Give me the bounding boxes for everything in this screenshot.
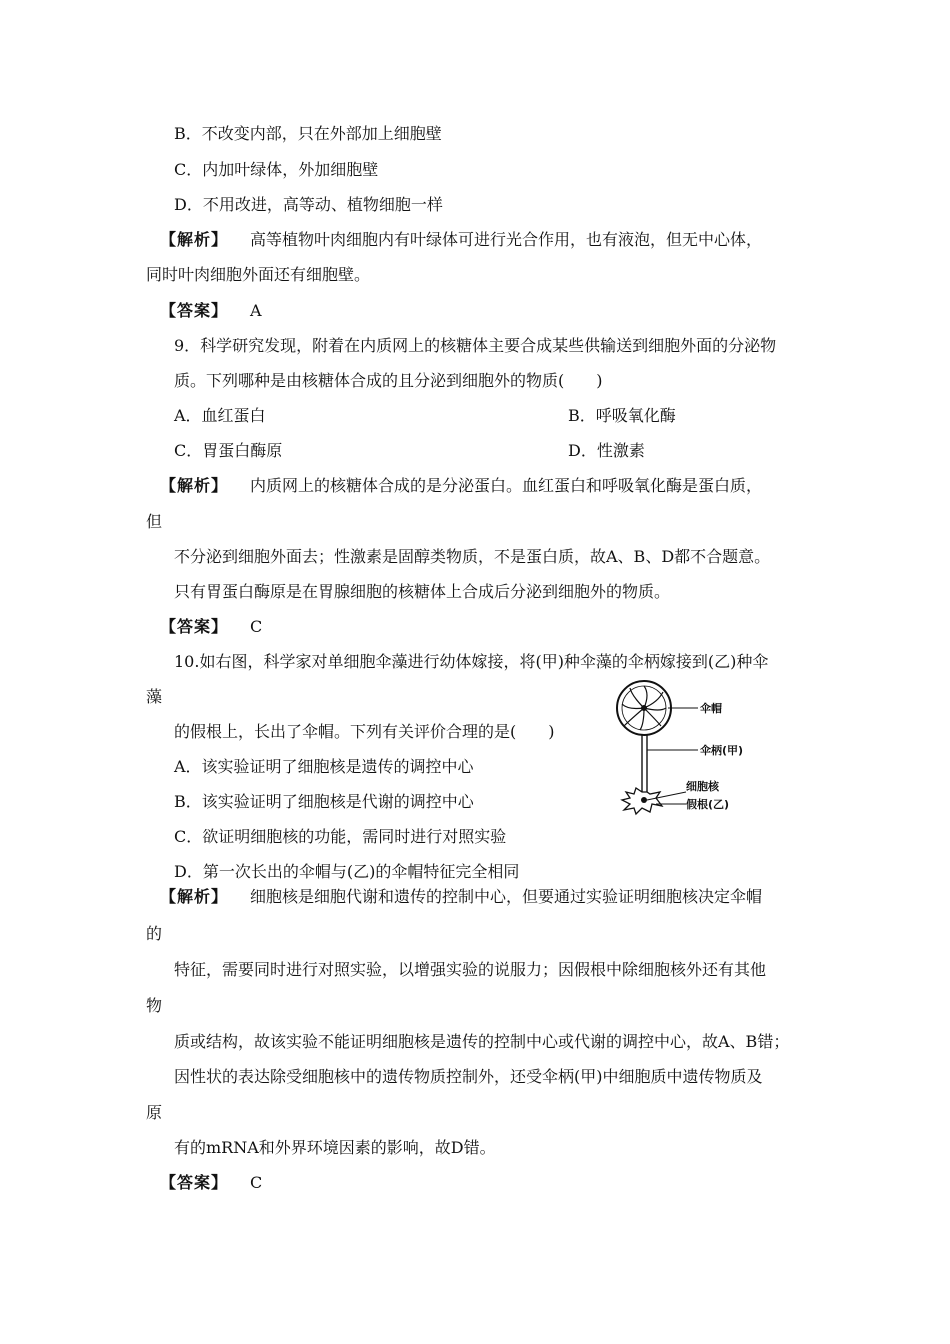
q10-option-a: A．该实验证明了细胞核是遗传的调控中心 [174,757,474,776]
q9-analysis-text-1: 内质网上的核糖体合成的是分泌蛋白。血红蛋白和呼吸氧化酶是蛋白质， [250,476,763,495]
q10-analysis-line-1 [160,886,762,908]
q8-option-b: B．不改变内部，只在外部加上细胞壁 [174,124,442,143]
q10-analysis-text-1: 细胞核是细胞代谢和遗传的控制中心，但要通过实验证明细胞核决定伞帽 [250,887,763,906]
q9-analysis-line-2: 不分泌到细胞外面去；性激素是固醇类物质，不是蛋白质，故A、B、D都不合题意。 [174,547,771,566]
q9-option-a: A．血红蛋白 [174,406,266,425]
q8-analysis-text-1: 高等植物叶肉细胞内有叶绿体可进行光合作用，也有液泡，但无中心体， [250,230,763,249]
q10-answer [160,1172,262,1194]
q9-stem-line-2: 质。下列哪种是由核糖体合成的且分泌到细胞外的物质( ) [174,371,603,390]
q10-analysis-wrap-2: 物 [146,996,163,1015]
q8-answer-tag: 【答案】 [160,301,229,320]
figure-label-nucleus: 细胞核 [686,780,719,793]
q9-answer-tag: 【答案】 [160,617,229,636]
q9-analysis-wrap-1: 但 [146,512,163,531]
q9-answer [160,616,262,638]
q9-option-d: D．性激素 [568,441,645,460]
q10-analysis-line-3: 质或结构，故该实验不能证明细胞核是遗传的控制中心或代谢的调控中心，故A、B错； [174,1032,790,1051]
q8-analysis-line-2: 同时叶肉细胞外面还有细胞壁。 [146,265,371,284]
q9-analysis-tag: 【解析】 [160,476,229,495]
q10-analysis-line-4: 因性状的表达除受细胞核中的遗传物质控制外，还受伞柄(甲)中细胞质中遗传物质及 [174,1067,763,1086]
q8-option-c: C．内加叶绿体，外加细胞壁 [174,160,379,179]
acetabularia-graft-figure [606,680,776,820]
q10-analysis-wrap-4: 原 [146,1103,163,1122]
figure-label-cap: 伞帽 [700,702,722,715]
q10-analysis-line-5: 有的mRNA和外界环境因素的影响，故D错。 [174,1138,496,1157]
q9-option-b: B．呼吸氧化酶 [568,406,676,425]
nucleus-dot [641,797,647,803]
q10-option-c: C．欲证明细胞核的功能，需同时进行对照实验 [174,827,507,846]
q10-answer-tag: 【答案】 [160,1173,229,1192]
q9-analysis-line-3: 只有胃蛋白酶原是在胃腺细胞的核糖体上合成后分泌到细胞外的物质。 [174,582,671,601]
q10-stem-line-1: 10.如右图，科学家对单细胞伞藻进行幼体嫁接，将(甲)种伞藻的伞柄嫁接到(乙)种伞 [174,652,769,671]
figure-label-stalk: 伞柄(甲) [700,744,744,757]
umbrella-cap-drawing [617,681,671,735]
q8-answer-value: A [250,301,262,320]
figure-label-rhizoid: 假根(乙) [686,798,730,811]
q10-option-b: B．该实验证明了细胞核是代谢的调控中心 [174,792,474,811]
q8-option-d: D．不用改进，高等动、植物细胞一样 [174,195,443,214]
q10-option-d: D．第一次长出的伞帽与(乙)的伞帽特征完全相同 [174,862,520,881]
q10-analysis-wrap-1: 的 [146,924,163,943]
q9-analysis-line-1 [160,475,762,497]
q8-answer [160,300,262,322]
q10-analysis-line-2: 特征，需要同时进行对照实验，以增强实验的说服力；因假根中除细胞核外还有其他 [174,960,767,979]
q10-stem-wrap-1: 藻 [146,687,163,706]
stalk-drawing [642,734,647,792]
q9-stem-line-1: 9．科学研究发现，附着在内质网上的核糖体主要合成某些供输送到细胞外面的分泌物 [174,336,777,355]
q10-analysis-tag: 【解析】 [160,887,229,906]
q8-analysis-line-1 [160,229,762,251]
q9-option-c: C．胃蛋白酶原 [174,441,283,460]
rhizoid-drawing [622,788,662,814]
q10-stem-line-2: 的假根上，长出了伞帽。下列有关评价合理的是( ) [174,722,555,741]
q10-answer-value: C [250,1173,263,1192]
q9-answer-value: C [250,617,263,636]
q8-analysis-tag: 【解析】 [160,230,229,249]
